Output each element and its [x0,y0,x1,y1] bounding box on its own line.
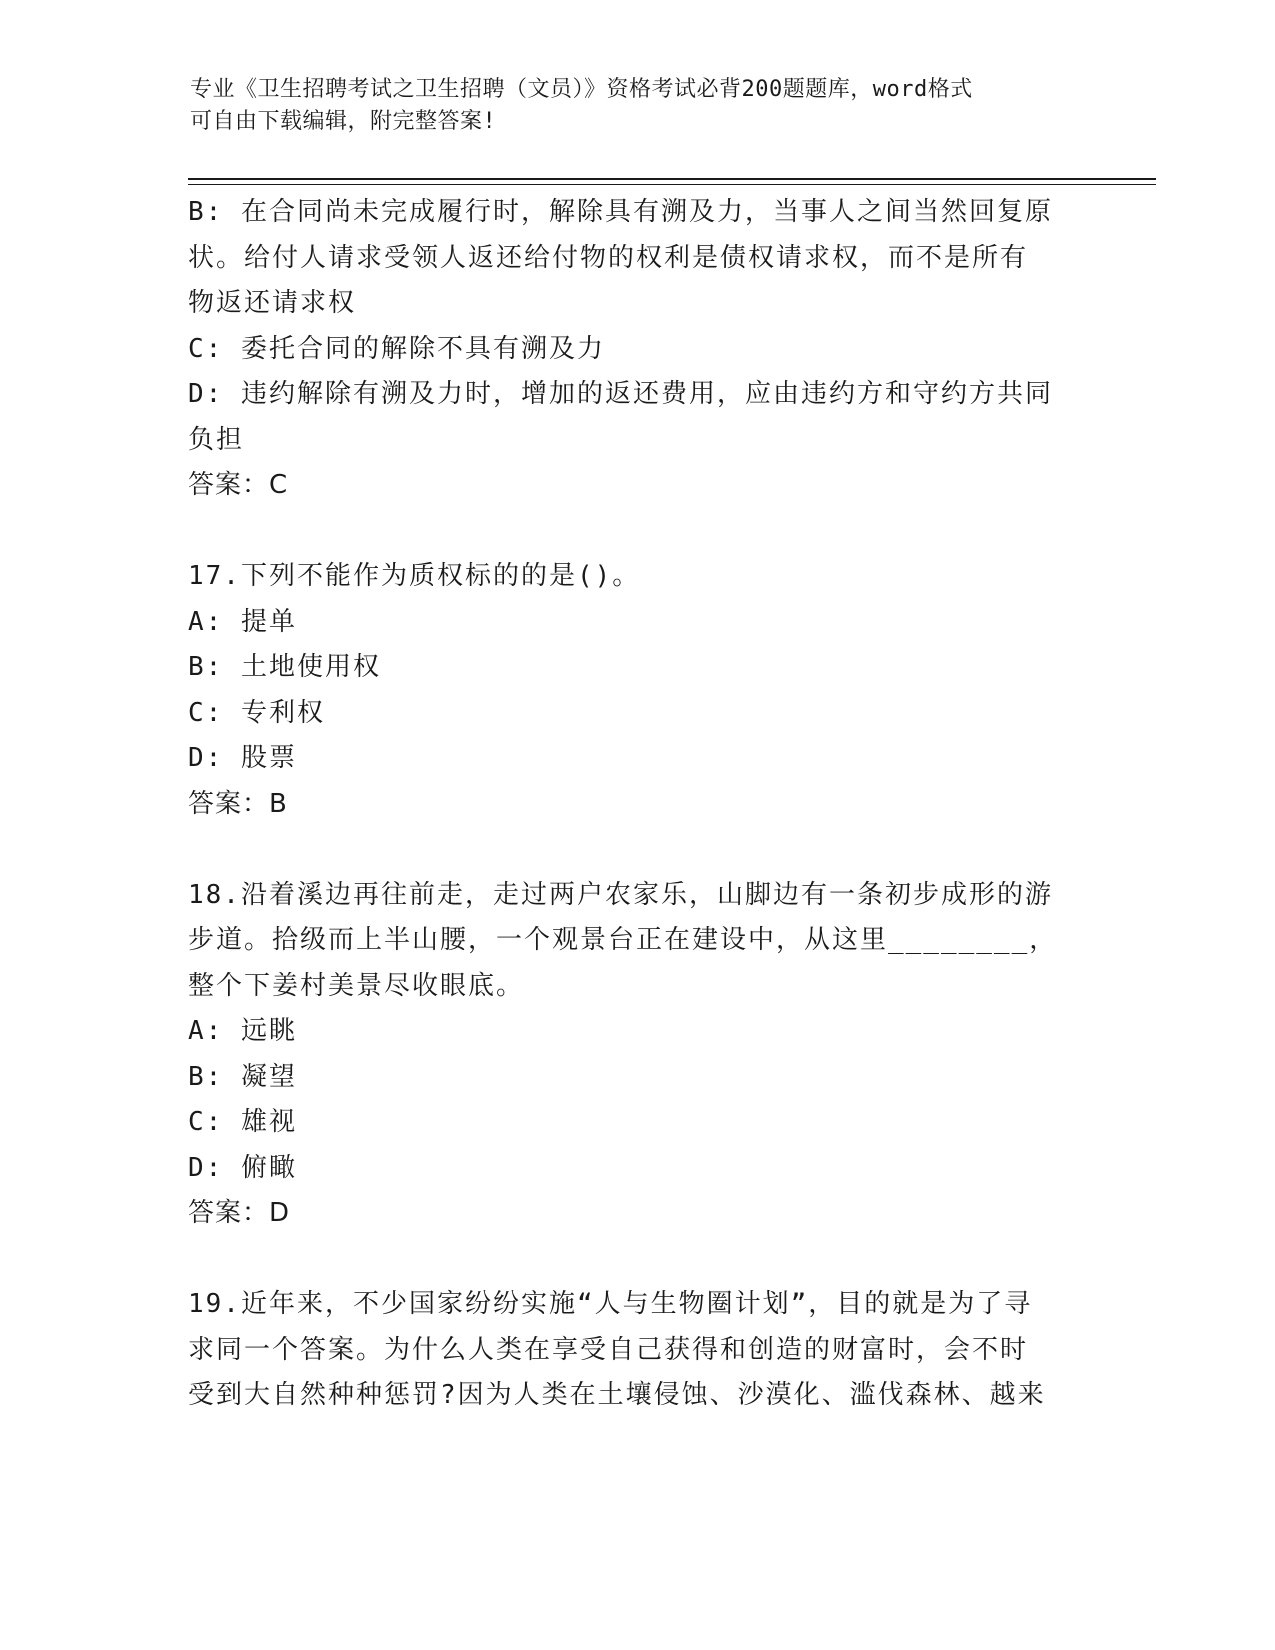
answer: 答案：B [188,788,288,819]
option-d: D: 股票 [188,743,297,773]
option-d-line-1: D: 违约解除有溯及力时，增加的返还费用，应由违约方和守约方共同 [188,379,1053,409]
page-header [190,74,1070,138]
header-divider [188,178,1156,185]
answer: 答案：C [188,470,289,500]
option-d-line-2: 负担 [188,424,245,455]
option-d: D: 俯瞰 [188,1152,297,1183]
question-stem-line-2: 步道。拾级而上半山腰，一个观景台正在建设中，从这里________， [188,925,1058,955]
option-b-line-3: 物返还请求权 [188,288,357,318]
option-b-line-1: B: 在合同尚未完成履行时，解除具有溯及力，当事人之间当然回复原 [188,197,1053,227]
question-stem-line-1: 18.沿着溪边再往前走，走过两户农家乐，山脚边有一条初步成形的游 [188,879,1053,910]
option-a: A: 远眺 [188,1016,297,1046]
header-title-line-2: 可自由下载编辑，附完整答案! [190,109,497,134]
question-18-block [188,873,1088,1237]
question-17-block [188,554,1088,827]
question-stem-line-3: 受到大自然种种惩罚?因为人类在土壤侵蚀、沙漠化、滥伐森林、越来 [188,1380,1046,1410]
option-c: C: 委托合同的解除不具有溯及力 [188,333,605,364]
option-b: B: 土地使用权 [188,652,381,682]
spacer [188,827,1088,873]
option-a: A: 提单 [188,606,297,637]
option-b: B: 凝望 [188,1061,297,1092]
question-stem-line-3: 整个下姜村美景尽收眼底。 [188,970,525,1001]
option-b-line-2: 状。给付人请求受领人返还给付物的权利是债权请求权，而不是所有 [188,242,1029,273]
previous-question-block [188,190,1088,509]
spacer [188,509,1088,555]
answer: 答案：D [188,1198,291,1228]
question-stem-line-1: 19.近年来，不少国家纷纷实施“人与生物圈计划”，目的就是为了寻 [188,1289,1033,1319]
question-stem: 17.下列不能作为质权标的的是()。 [188,561,641,591]
question-19-block [188,1282,1088,1419]
option-c: C: 雄视 [188,1107,297,1137]
option-c: C: 专利权 [188,697,325,728]
question-stem-line-2: 求同一个答案。为什么人类在享受自己获得和创造的财富时，会不时 [188,1334,1029,1365]
document-body [188,190,1088,1419]
header-title-line-1: 专业《卫生招聘考试之卫生招聘（文员）》资格考试必背200题题库，word格式 [190,77,973,102]
spacer [188,1237,1088,1283]
